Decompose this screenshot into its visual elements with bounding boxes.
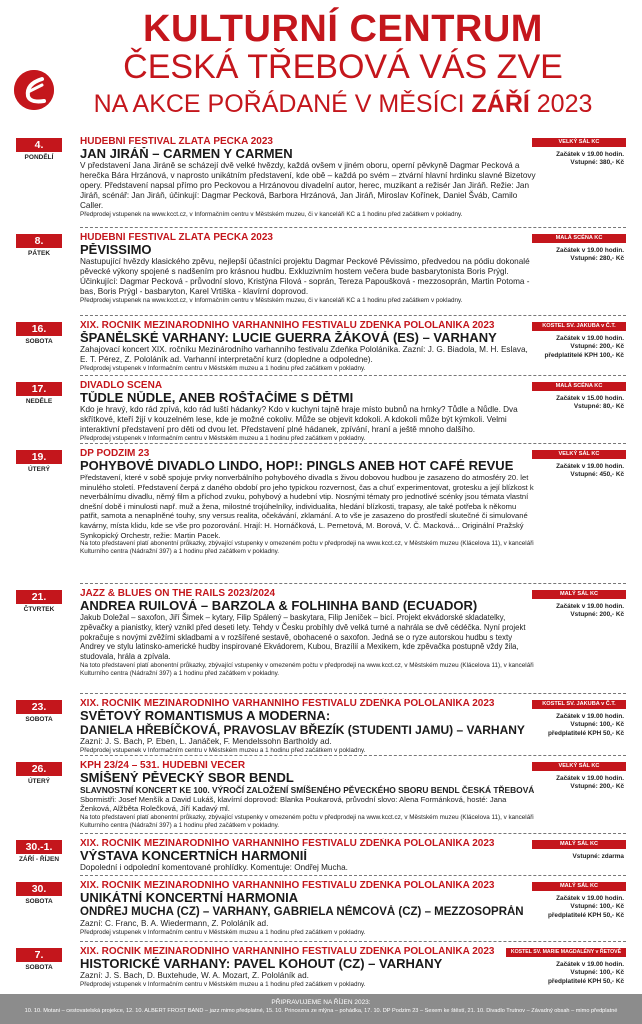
event-item (0, 316, 642, 376)
event-series: XIX. ROČNÍK MEZINÁRODNÍHO VARHANNÍHO FESTIVALU ZDEŇKA POLOLÁNÍKA 2023 (80, 698, 495, 709)
event-date: 8. (16, 234, 62, 248)
event-description: Sbormistři: Josef Menšík a David Lukáš, klavírní doprovod: Blanka Poukarová, průvodní slovo: Alena Formánková, hosté: Jana Ženková, Alžběta Rolečková, Jiří Kadavý ml. (80, 795, 507, 814)
event-item (0, 584, 642, 694)
event-series: JAZZ & BLUES ON THE RAILS 2023/2024 (80, 588, 276, 599)
event-times (528, 775, 624, 792)
event-title: JAN JIRÁŇ – CARMEN Y CARMEN (80, 147, 293, 161)
event-title: UNIKÁTNÍ KONCERTNÍ HARMONIA (80, 891, 299, 905)
header-line-3-prefix: NA AKCE POŘÁDANÉ V MĚSÍCI (93, 90, 472, 118)
footer-upcoming (0, 994, 642, 1024)
event-subtitle: DANIELA HŘEBÍČKOVÁ, PRAVOSLAV BŘEZÍK (STUDENTI JAMU) – VARHANY (80, 723, 525, 737)
event-price: Vstupné: 100,- Kč (570, 969, 624, 977)
event-venue: MALÝ SÁL KC (532, 840, 626, 849)
event-description: Dopolední i odpolední komentované prohlídky. Komentuje: Ondřej Mucha. (80, 863, 348, 872)
event-item (0, 694, 642, 756)
event-title: HISTORICKÉ VARHANY: PAVEL KOHOUT (CZ) – VARHANY (80, 957, 443, 971)
footer-upcoming-list: 10. 10. Motani – cestovatelská projekce, 12. 10. ALBERT FROST BAND – jazz mimo předplatné, 15. 10. Princezna ze mlýna – pohádka, 17. 10. DP Podzim 23 – Sexem ke štěstí, 21. 10. Divadlo Trutnov – Závadný obsah – mimo předplatné (24, 1008, 618, 1014)
event-price: Vstupné: 200,- Kč (570, 783, 624, 791)
event-ticket-info: Předprodej vstupenek v Informačním centru v Městském muzeu a 1 hodinu před začátkem v pokladny. (80, 929, 366, 936)
event-price: Vstupné: 200,- Kč (570, 611, 624, 619)
event-venue: VELKÝ SÁL KC (532, 138, 626, 147)
header-year: 2023 (529, 90, 593, 118)
event-start: Začátek v 19.00 hodin. (556, 151, 624, 158)
event-price: Vstupné: 100,- Kč (570, 903, 624, 911)
header-line-3 (60, 92, 626, 117)
event-description: V představení Jana Jiráně se scházejí dvě velké hvězdy, každá ovšem v jiném oboru, operní pěvkyně Dagmar Pecková a herečka Bára Hrzánová, v naprosto unikátním představení, kde obě – každá po svém – ztvární hlavní hrdinku slavné Bizetovy opery. Představení napsal přímo pro Peckovou a Hrzánovou divadelní autor, herec, muzikant a režisér Jan Jiráň. Režie: Jan Jiráň, scénář: Jan Jiráň, účinkují: Dagmar Pecková, Barbora Hrzánová, Jan Jiráň, Miroslav Kořínek, Daniel Šváb, Camilo Caller. (80, 161, 536, 210)
event-series: HUDEBNÍ FESTIVAL ZLATÁ PECKA 2023 (80, 232, 273, 243)
event-title: SVĚTOVÝ ROMANTISMUS A MODERNA: (80, 709, 331, 723)
event-venue: KOSTEL SV. JAKUBA v Č.T. (532, 322, 626, 331)
event-start: Začátek v 19.00 hodin. (556, 895, 624, 902)
event-title: ANDREA RUILOVÁ – BARZOLA & FOLHINHA BAND (ECUADOR) (80, 599, 478, 613)
footer-heading: PŘIPRAVUJEME NA ŘÍJEN 2023: (271, 999, 371, 1006)
event-weekday: ČTVRTEK (23, 606, 55, 613)
event-description: Jakub Doležal – saxofon, Jiří Šimek – kytary, Filip Spálený – baskytara, Filip Jeníček – bicí. Projekt ekvádorské skladatelky, zpěvačky a pianistky, který vznikl před deseti lety. Tehdy v Česku probíhly dvě velká turné a nahrála se dvě cédéčka. Nyní projekt pokračuje s novými zvěžími skladbami a v rozšířené sestavě, obohacené o saxofon. Jedná se o ryze autorskou hudbu s texty Andrey ve stylu latinsko-americké hudby inspirované Ekvádorem, Kubou, Brazílií a Mexikem, kde zpěvačka postupně vždy žila, studovala, hrála a zpívala. (80, 613, 526, 662)
event-times (528, 247, 624, 264)
kc-logo-mark (14, 70, 54, 110)
event-times (528, 335, 624, 360)
event-series: KPH 23/24 – 531. HUDEBNÍ VEČER (80, 760, 246, 771)
event-date: 30. (16, 882, 62, 896)
event-subscriber-price: předplatitelé KPH 50,- Kč (548, 977, 624, 985)
event-ticket-info: Předprodej vstupenek v Informačním centru v Městském muzeu a 1 hodinu před začátkem v pokladny. (80, 747, 366, 754)
event-start: Začátek v 19.00 hodin. (556, 713, 624, 720)
event-title: VÝSTAVA KONCERTNÍCH HARMONIÍ (80, 849, 308, 863)
event-price: Vstupné: 280,- Kč (570, 255, 624, 263)
event-weekday: NEDĚLE (25, 398, 53, 405)
event-title: ŠPANĚLSKÉ VARHANY: LUCIE GUERRA ŽÁKOVÁ (ES) – VARHANY (80, 331, 497, 345)
event-weekday: SOBOTA (25, 964, 53, 971)
event-item (0, 228, 642, 316)
event-weekday: ÚTERÝ (27, 466, 51, 473)
event-start: Začátek v 19.00 hodin. (556, 603, 624, 610)
event-weekday: ZÁŘÍ - ŘÍJEN (18, 856, 60, 863)
event-title: POHYBOVÉ DIVADLO LINDO, HOP!: PINGLS ANEB HOT CAFÉ REVUE (80, 459, 514, 473)
event-price: Vstupné: 380,- Kč (570, 159, 624, 167)
event-ticket-info: Předprodej vstupenek na www.kcct.cz, v Informačním centru v Městském muzeu, či v kanceláři KC a 1 hodinu před začátkem v pokladny. (80, 211, 463, 218)
event-weekday: SOBOTA (25, 898, 53, 905)
event-description: Kdo je hravý, kdo rád zpívá, kdo rád luští hádanky? Kdo v kuchyni tajně hraje místo bubnů na hrnky? Tůdle a Nůdle. Dva skřítkové, kteří žijí v kouzelném lese, kde je možné cokoliv. Může se objevit kdokoli. A kdokoli může být kýmkoli. Velmi interaktivní představení pro děti od dvou let. Představení plné hádanek, zpívání, hraní a ještě mnoho dalšího. (80, 405, 518, 434)
event-item (0, 834, 642, 876)
event-venue: KOSTEL SV. MARIE MAGDALÉNY v ŘETOVĚ (506, 948, 626, 957)
page-header (0, 0, 642, 128)
event-series: DIVADLO SCÉNA (80, 380, 163, 391)
event-subtitle: SLAVNOSTNÍ KONCERT KE 100. VÝROČÍ ZALOŽENÍ SMÍŠENÉHO PĚVECKÉHO SBORU BENDL ČESKÁ TŘEBOVÁ (80, 785, 535, 795)
event-ticket-info: Předprodej vstupenek v Informačním centru v Městském muzeu a 1 hodinu před začátkem v pokladny. (80, 365, 366, 372)
event-date: 4. (16, 138, 62, 152)
event-date: 30.-1. (16, 840, 62, 854)
event-times (528, 895, 624, 920)
event-item (0, 876, 642, 942)
event-weekday: PÁTEK (27, 250, 51, 257)
event-start: Začátek v 19.00 hodin. (556, 961, 624, 968)
event-venue: MALÁ SCÉNA KC (532, 382, 626, 391)
event-date: 23. (16, 700, 62, 714)
event-description: Zazní: J. S. Bach, D. Buxtehude, W. A. Mozart, Z. Pololáník ad. (80, 971, 309, 980)
event-item (0, 756, 642, 834)
event-series: XIX. ROČNÍK MEZINÁRODNÍHO VARHANNÍHO FESTIVALU ZDEŇKA POLOLÁNÍKA 2023 (80, 838, 495, 849)
event-item (0, 444, 642, 584)
event-title: TŮDLE NŮDLE, ANEB ROŠŤAČÍME S DĚTMI (80, 391, 354, 405)
header-line-2: ČESKÁ TŘEBOVÁ VÁS ZVE (123, 48, 563, 86)
event-price: Vstupné: zdarma (572, 853, 624, 860)
event-price: Vstupné: 450,- Kč (570, 471, 624, 479)
event-price: Vstupné: 200,- Kč (570, 343, 624, 351)
event-times (528, 151, 624, 168)
event-ticket-info: Předprodej vstupenek v Informačním centru v Městském muzeu a 1 hodinu před začátkem v pokladny. (80, 435, 366, 442)
kc-logo-icon (14, 70, 54, 110)
event-price: Vstupné: 80,- Kč (573, 403, 624, 411)
event-ticket-info: Předprodej vstupenek na www.kcct.cz, v Informačním centru v Městském muzeu, či v kanceláři KC a 1 hodinu před začátkem v pokladny. (80, 297, 463, 304)
event-ticket-info: Předprodej vstupenek v Informačním centru v Městském muzeu a 1 hodinu před začátkem v pokladny. (80, 981, 366, 988)
event-ticket-info: Na toto představení platí abonentní průkazky, zbývající vstupenky v omezeném počtu v předprodeji na www.kcct.cz, v Městském muzeu (Klácelova 11), v kanceláři Kulturního centra (Nádražní 397) a 1 hodinu před začátkem v pokladny. (80, 540, 534, 556)
event-subtitle: ONDŘEJ MUCHA (CZ) – VARHANY, GABRIELA NĚMCOVÁ (CZ) – MEZZOSOPRÁN (80, 906, 524, 918)
event-weekday: ÚTERÝ (27, 778, 51, 785)
event-series: XIX. ROČNÍK MEZINÁRODNÍHO VARHANNÍHO FESTIVALU ZDEŇKA POLOLÁNÍKA 2023 (80, 880, 495, 891)
event-item (0, 942, 642, 994)
event-start: Začátek v 19.00 hodin. (556, 247, 624, 254)
event-start: Začátek v 19.00 hodin. (556, 775, 624, 782)
event-title: SMÍŠENÝ PĚVECKÝ SBOR BENDL (80, 771, 294, 785)
event-price: Vstupné: 100,- Kč (570, 721, 624, 729)
event-times (528, 463, 624, 480)
event-description: Zahajovací koncert XIX. ročníku Mezinárodního varhanního festivalu Zdeňka Pololáníka. Zazní: J. G. Biadola, M. H. Eslava, E. T. Pérez, Z. Pololáník ad. Varhanní interpretační kurz (dopledne a odpoledne). (80, 345, 528, 364)
event-item (0, 376, 642, 444)
event-venue: KOSTEL SV. JAKUBA v Č.T. (532, 700, 626, 709)
event-series: XIX. ROČNÍK MEZINÁRODNÍHO VARHANNÍHO FESTIVALU ZDEŇKA POLOLÁNÍKA 2023 (80, 946, 495, 957)
event-date: 7. (16, 948, 62, 962)
event-times (528, 853, 624, 861)
event-weekday: SOBOTA (25, 716, 53, 723)
event-subscriber-price: předplatitelé KPH 50,- Kč (548, 729, 624, 737)
event-times (528, 713, 624, 738)
event-start: Začátek v 19.00 hodin. (556, 463, 624, 470)
event-series: HUDEBNÍ FESTIVAL ZLATÁ PECKA 2023 (80, 136, 273, 147)
event-start: Začátek v 19.00 hodin. (556, 335, 624, 342)
event-date: 19. (16, 450, 62, 464)
event-venue: VELKÝ SÁL KC (532, 450, 626, 459)
event-venue: VELKÝ SÁL KC (532, 762, 626, 771)
event-description: Nastupující hvězdy klasického zpěvu, nejlepší účastníci projektu Dagmar Peckové Pěvissimo, předvedou na pódiu dokonalé pěvecké výkony spojené s nadšením pro krásnou hudbu. Exkluzivním hostem večera bude basbarytonista Boris Prýgl. Účinkující: Dagmar Pecková - průvodní slovo, Kristýna Filová - soprán, Tereza Papoušková - mezzosoprán, Martin Potoma - bas, Boris Prýgl - basbaryton, Karel Vrtiška - klavírní doprovod. (80, 257, 530, 296)
event-ticket-info: Na toto představení platí abonentní průkazky, zbývající vstupenky v omezeném počtu v předprodeji na www.kcct.cz, v Městském muzeu (Klácelova 11), v kanceláři Kulturního centra (Nádražní 397) a 1 hodinu před začátkem v pokladny. (80, 813, 534, 829)
event-times (528, 603, 624, 620)
event-start: Začátek v 15.00 hodin. (556, 395, 624, 402)
event-times (528, 395, 624, 412)
event-subscriber-price: předplatitelé KPH 50,- Kč (548, 911, 624, 919)
header-line-1: KULTURNÍ CENTRUM (143, 8, 543, 50)
event-venue: MALÝ SÁL KC (532, 882, 626, 891)
event-date: 26. (16, 762, 62, 776)
event-item (0, 132, 642, 228)
event-ticket-info: Na toto představení platí abonentní průkazky, zbývající vstupenky v omezeném počtu v předprodeji na www.kcct.cz, v Městském muzeu (Klácelova 11), v kanceláři Kulturního centra (Nádražní 397) a 1 hodinu před začátkem v pokladny. (80, 661, 534, 677)
event-venue: MALÁ SCÉNA KC (532, 234, 626, 243)
event-subscriber-price: předplatitelé KPH 100,- Kč (544, 351, 624, 359)
event-times (528, 961, 624, 986)
event-venue: MALÝ SÁL KC (532, 590, 626, 599)
event-weekday: SOBOTA (25, 338, 53, 345)
event-date: 16. (16, 322, 62, 336)
event-weekday: PONDĚLÍ (24, 154, 54, 161)
event-description: Zazní: J. S. Bach, P. Eben, L. Janáček, F. Mendelssohn Bartholdy ad. (80, 737, 332, 746)
event-description: Zazní: C. Franc, B. A. Wiedermann, Z. Pololáník ad. (80, 919, 269, 928)
event-series: XIX. ROČNÍK MEZINÁRODNÍHO VARHANNÍHO FESTIVALU ZDEŇKA POLOLÁNÍKA 2023 (80, 320, 495, 331)
event-description: Představení, které v sobě spojuje prvky nonverbálního pohybového divadla s živou dobovou hudbou je zasazeno do atmosféry 20. let minulého století. Představení čerpá z daného období pro jeho typickou rozvernost, čas a chuť experimentovat, grotesku a její blízkost k neverbálnímu divadlu, němý film a příchod zvuku, pohybový a hudební vtip. Nosnými tématy pro jednotlivé scénky jsou témata vlastní dnešní době i minulosti např. muž a žena, milostné trojúhelníky, individualita, hledání blízkosti, trapasy, ale také potřeba k někomu patřit, samota a nenaplněné touhy, sny versus realita, očekávání, zklamání. A to vše je zasazeno do prostředí skutečné či simulované kavárny, místa klidu, kde se vše pro pozorování. Hrají: H. Hornáčková, L. Pernetová, M. Borová, V. Č. Macková... Originální Pražský Synkopický Orchestr, režie: Martin Pacek. (80, 473, 534, 540)
event-date: 17. (16, 382, 62, 396)
header-month: ZÁŘÍ (471, 90, 530, 118)
event-date: 21. (16, 590, 62, 604)
event-title: PĚVISSIMO (80, 243, 152, 257)
event-series: DP PODZIM 23 (80, 448, 150, 459)
